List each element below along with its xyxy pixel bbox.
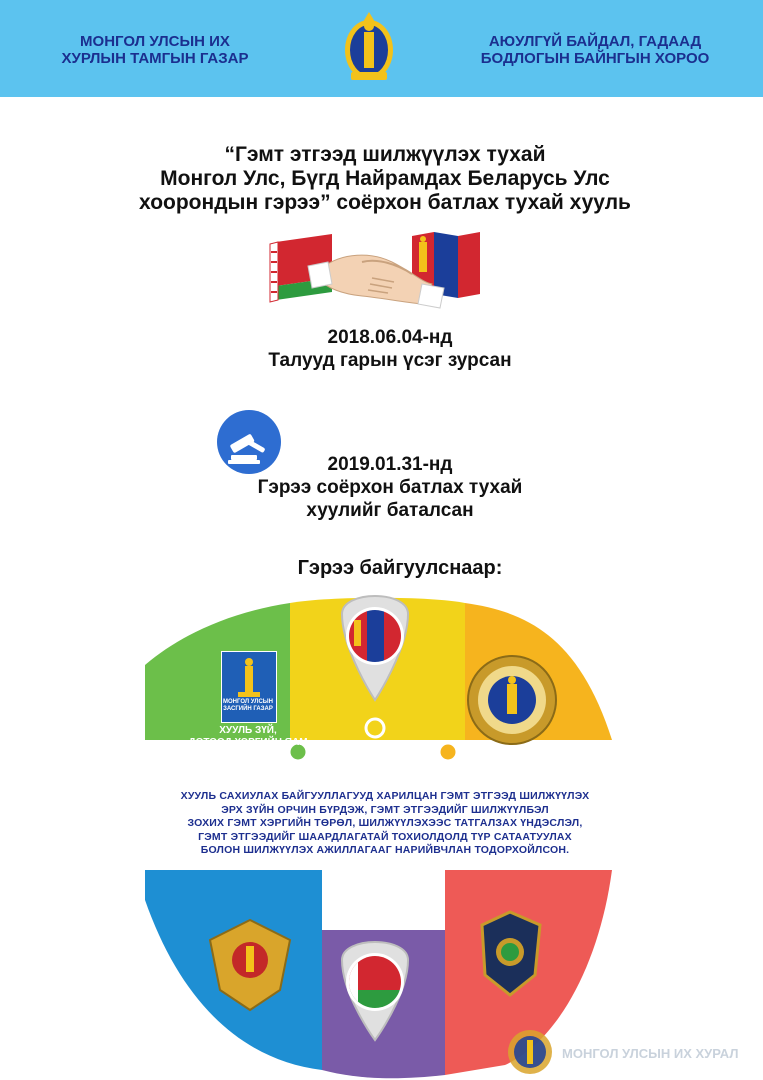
title-line-1: “Гэмт этгээд шилжүүлэх тухай	[224, 143, 546, 166]
description-line-1: ХУУЛЬ САХИУЛАХ БАЙГУУЛЛАГУУД ХАРИЛЦАН ГЭМТ ЭТГЭЭД ШИЛЖҮҮЛЭХ	[180, 790, 590, 802]
agreement-description	[160, 790, 610, 858]
header-right-org	[470, 33, 720, 67]
ratified-line2: хуулийг баталсан	[306, 500, 474, 521]
soyombo-emblem-icon	[343, 10, 395, 84]
header-bar	[0, 0, 763, 97]
ministry-label-line2: ДОТООД ХЭРГИЙН ЯАМ	[188, 737, 308, 748]
header-right-line2: БОДЛОГЫН БАЙНГЫН ХОРОО	[480, 50, 710, 67]
signed-date: 2018.06.04-нд	[327, 327, 453, 348]
ministry-box-text: МОНГОЛ УЛСЫН ЗАСГИЙН ГАЗАР	[223, 699, 273, 712]
watermark-emblem-icon	[506, 1028, 554, 1076]
ratified-date: 2019.01.31-нд	[327, 454, 453, 475]
watermark-text: МОНГОЛ УЛСЫН ИХ ХУРАЛ	[562, 1046, 739, 1061]
signed-block	[230, 326, 550, 372]
handshake-flags-illustration	[262, 222, 492, 314]
page-title	[100, 143, 670, 215]
agreement-heading: Гэрээ байгуулснаар:	[297, 557, 503, 579]
ministry-label-line1: ХУУЛЬ ЗҮЙ,	[219, 725, 277, 736]
header-right-line1: АЮУЛГҮЙ БАЙДАЛ, ГАДААД	[488, 33, 702, 50]
title-line-2: Монгол Улс, Бүгд Найрамдах Беларусь Улс	[160, 167, 610, 190]
description-line-5: БОЛОН ШИЛЖҮҮЛЭХ АЖИЛЛАГААГ НАРИЙВЧЛАН ТОДОРХОЙЛСОН.	[200, 844, 570, 856]
ratified-block	[205, 453, 575, 522]
description-line-2: ЭРХ ЗҮЙН ОРЧИН БҮРДЭЖ, ГЭМТ ЭТГЭЭДИЙГ ШИЛЖҮҮЛБЭЛ	[221, 803, 549, 816]
ratified-line1: Гэрээ соёрхон батлах тухай	[257, 477, 523, 498]
connector-dot-yellow	[366, 719, 384, 737]
ministry-label	[178, 725, 318, 749]
prosecutor-badge-icon	[468, 656, 556, 744]
title-line-3: хоорондын гэрээ” соёрхон батлах тухай хууль	[139, 191, 631, 214]
header-left-line1: МОНГОЛ УЛСЫН ИХ	[80, 33, 230, 50]
header-left-org	[50, 33, 260, 67]
description-line-3: ЗОХИХ ГЭМТ ХЭРГИЙН ТӨРӨЛ, ШИЛЖҮҮЛЭХЭЭС ТАТГАЛЗАХ ҮНДЭСЛЭЛ,	[187, 817, 583, 829]
connector-dot-orange	[439, 743, 457, 761]
description-line-4: ГЭМТ ЭТГЭЭДИЙГ ШААРДЛАГАТАЙ ТОХИОЛДОЛД ТҮР САТААТУУЛАХ	[198, 830, 572, 843]
header-left-line2: ХУРЛЫН ТАМГЫН ГАЗАР	[61, 50, 249, 67]
signed-text: Талууд гарын үсэг зурсан	[268, 350, 512, 371]
